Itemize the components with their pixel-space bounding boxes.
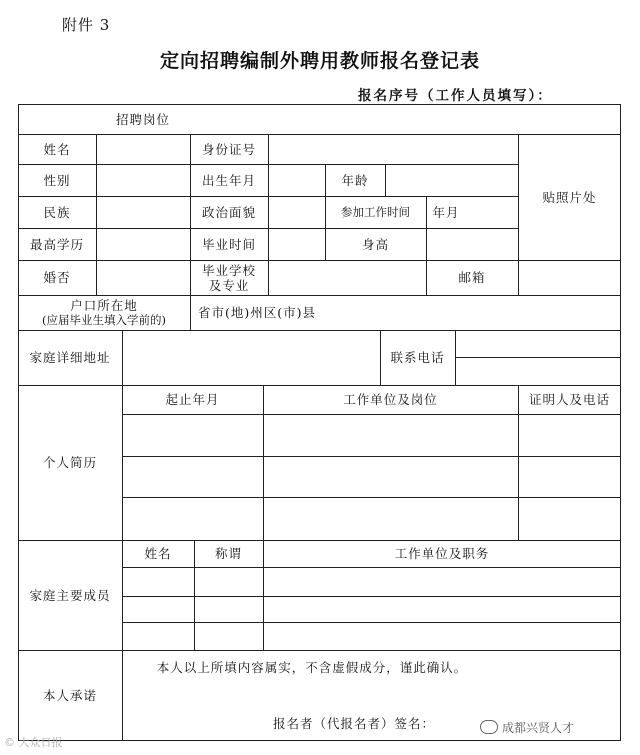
label-email: 邮箱	[458, 270, 486, 285]
hukou-value: 省市(地)州区(市)县	[198, 305, 317, 320]
label-gender: 性别	[43, 172, 71, 188]
label-school-major-line1: 毕业学校	[201, 262, 256, 278]
label-marital: 婚否	[43, 270, 71, 285]
watermark-right-text: 成都兴贤人才	[502, 721, 575, 735]
family-header-name: 姓名	[144, 546, 172, 561]
label-school-major	[190, 260, 268, 295]
label-graduation: 毕业时间	[201, 236, 256, 252]
resume-header-witness: 证明人及电话	[528, 392, 610, 407]
label-resume: 个人简历	[42, 455, 97, 470]
label-height: 身高	[361, 236, 389, 252]
signature-label: 报名者（代报名者）签名：	[273, 715, 436, 731]
label-age: 年龄	[341, 172, 369, 188]
label-id-number: 身份证号	[201, 141, 256, 157]
label-position: 招聘岗位	[115, 111, 170, 127]
label-hukou-line2: (应届毕业生填入学前的)	[42, 312, 166, 327]
resume-header-workplace: 工作单位及岗位	[343, 392, 438, 407]
label-pledge: 本人承诺	[42, 687, 97, 703]
pledge-text: 本人以上所填内容属实，不含虚假成分，谨此确认。	[156, 659, 468, 675]
label-birth: 出生年月	[201, 172, 256, 188]
resume-header-period: 起止年月	[165, 392, 220, 407]
label-ethnicity: 民族	[43, 204, 71, 220]
label-hukou-line1: 户口所在地	[70, 297, 138, 313]
label-year-month: 年月	[432, 204, 460, 220]
label-political: 政治面貌	[201, 204, 256, 220]
watermark-left: © 大众日报	[4, 736, 63, 749]
family-header-workplace: 工作单位及职务	[394, 546, 490, 561]
serial-number-label: 报名序号（工作人员填写）：	[358, 88, 553, 104]
label-family: 家庭主要成员	[29, 587, 111, 603]
label-work-start: 参加工作时间	[341, 204, 410, 219]
label-name: 姓名	[43, 141, 71, 157]
form-title: 定向招聘编制外聘用教师报名登记表	[159, 50, 480, 72]
annex-label: 附件 3	[62, 16, 111, 34]
label-phone: 联系电话	[390, 350, 445, 365]
family-header-relation: 称谓	[214, 546, 242, 561]
label-education: 最高学历	[29, 236, 84, 252]
label-hukou	[18, 295, 190, 330]
photo-placeholder: 贴照片处	[542, 189, 597, 205]
label-home-address: 家庭详细地址	[29, 350, 111, 365]
wechat-icon	[480, 720, 498, 734]
watermark-right	[480, 719, 574, 736]
label-school-major-line2: 及专业	[208, 277, 250, 293]
